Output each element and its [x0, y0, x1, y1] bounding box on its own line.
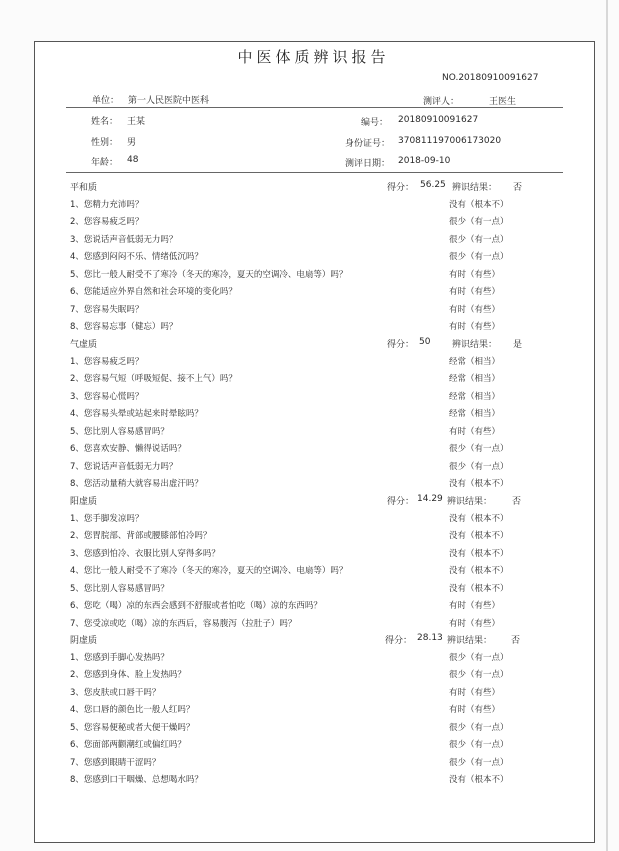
answer-item: 没有（根本不）: [449, 548, 509, 559]
question-item: 5、您比别人容易感冒吗？: [70, 426, 169, 437]
result-value: 是: [513, 340, 523, 350]
answer-item: 很少（有一点）: [449, 740, 509, 750]
unit-value: 第一人民医院中医科: [128, 96, 210, 106]
answer-item: 有时（有些）: [449, 322, 501, 332]
id-label: 编号：: [361, 118, 389, 128]
info-rule: [66, 172, 563, 173]
question-item: 2、您容易疲乏吗？: [70, 217, 144, 227]
answer-item: 经常（相当）: [449, 374, 501, 384]
answer-item: 没有（根本不）: [449, 199, 509, 210]
question-item: 5、您比一般人耐受不了寒冷（冬天的寒冷，夏天的空调冷、电扇等）吗？: [70, 269, 348, 280]
answer-item: 没有（根本不）: [449, 583, 509, 594]
question-item: 2、您胃脘部、背部或腰膝部怕冷吗？: [70, 531, 212, 541]
unit-label: 单位：: [92, 96, 120, 106]
report-title: 中医体质辨识报告: [237, 48, 390, 66]
result-value: 否: [513, 183, 523, 193]
question-item: 3、您皮肤或口唇干吗？: [70, 687, 161, 698]
question-item: 8、您容易忘事（健忘）吗？: [70, 322, 178, 332]
question-item: 2、您感到身体、脸上发热吗？: [70, 670, 186, 680]
answer-item: 有时（有些）: [449, 601, 501, 611]
answer-item: 有时（有些）: [449, 687, 501, 698]
score-label: 得分：: [387, 183, 415, 193]
question-item: 5、您容易便秘或者大便干燥吗？: [70, 722, 195, 733]
score-value: 14.29: [417, 494, 443, 504]
question-item: 7、您容易失眠吗？: [70, 304, 144, 315]
name-label: 姓名：: [91, 117, 119, 127]
evaluator-value: 王医生: [489, 97, 517, 107]
result-label: 辨识结果：: [447, 636, 493, 646]
score-value: 28.13: [417, 633, 443, 643]
score-label: 得分：: [385, 636, 413, 646]
score-value: 50: [419, 337, 431, 347]
idcard-value: 370811197006173020: [398, 136, 502, 146]
question-item: 6、您能适应外界自然和社会环境的变化吗？: [70, 287, 237, 297]
answer-item: 很少（有一点）: [449, 234, 509, 245]
answer-item: 很少（有一点）: [449, 461, 509, 472]
answer-item: 经常（相当）: [449, 409, 501, 419]
answer-item: 有时（有些）: [449, 287, 501, 297]
header-rule: [66, 107, 563, 108]
result-label: 辨识结果：: [452, 340, 498, 350]
answer-item: 很少（有一点）: [449, 217, 509, 227]
question-item: 6、您喜欢安静、懒得说话吗？: [70, 444, 186, 454]
question-item: 3、您说话声音低弱无力吗？: [70, 234, 178, 245]
name-value: 王某: [127, 117, 146, 127]
question-item: 5、您比别人容易感冒吗？: [70, 583, 169, 594]
question-item: 7、您说话声音低弱无力吗？: [70, 461, 178, 472]
answer-item: 没有（根本不）: [449, 479, 509, 489]
question-item: 4、您口唇的颜色比一般人红吗？: [70, 705, 195, 715]
question-item: 1、您感到手脚心发热吗？: [70, 652, 169, 663]
answer-item: 很少（有一点）: [449, 444, 509, 454]
report-number: NO.20180910091627: [442, 73, 539, 83]
score-label: 得分：: [387, 340, 415, 350]
result-label: 辨识结果：: [447, 497, 493, 507]
question-item: 8、您感到口干咽燥、总想喝水吗？: [70, 775, 203, 785]
answer-item: 有时（有些）: [449, 269, 501, 280]
question-item: 4、您容易头晕或站起来时晕眩吗？: [70, 409, 203, 419]
answer-item: 很少（有一点）: [449, 670, 509, 680]
answer-item: 没有（根本不）: [449, 566, 509, 576]
question-item: 1、您手脚发凉吗？: [70, 513, 144, 524]
age-label: 年龄：: [91, 158, 119, 168]
id-value: 20180910091627: [398, 115, 479, 125]
date-label: 测评日期：: [345, 159, 391, 169]
score-value: 56.25: [420, 180, 446, 190]
result-value: 否: [512, 497, 522, 507]
scan-edge: [606, 0, 608, 851]
evaluator-label: 测评人：: [423, 97, 460, 107]
section-name: 气虚质: [70, 340, 98, 350]
answer-item: 经常（相当）: [449, 356, 501, 367]
question-item: 6、您面部两颧潮红或偏红吗？: [70, 740, 186, 750]
question-item: 4、您比一般人耐受不了寒冷（冬天的寒冷，夏天的空调冷、电扇等）吗？: [70, 566, 348, 576]
section-name: 阴虚质: [70, 636, 98, 646]
answer-item: 有时（有些）: [449, 426, 501, 437]
idcard-label: 身份证号：: [345, 139, 391, 149]
question-item: 1、您精力充沛吗？: [70, 199, 144, 210]
answer-item: 有时（有些）: [449, 618, 501, 629]
result-label: 辨识结果：: [452, 183, 498, 193]
question-item: 3、您感到怕冷、衣服比别人穿得多吗？: [70, 548, 220, 559]
answer-item: 没有（根本不）: [449, 531, 509, 541]
question-item: 4、您感到闷闷不乐、情绪低沉吗？: [70, 252, 203, 262]
answer-item: 很少（有一点）: [449, 722, 509, 733]
question-item: 1、您容易疲乏吗？: [70, 356, 144, 367]
question-item: 6、您吃（喝）凉的东西会感到不舒服或者怕吃（喝）凉的东西吗？: [70, 601, 322, 611]
answer-item: 很少（有一点）: [449, 757, 509, 768]
answer-item: 没有（根本不）: [449, 775, 509, 785]
gender-value: 男: [127, 138, 137, 148]
date-value: 2018-09-10: [398, 156, 451, 166]
result-value: 否: [511, 636, 521, 646]
question-item: 2、您容易气短（呼吸短促、接不上气）吗？: [70, 374, 237, 384]
score-label: 得分：: [387, 497, 415, 507]
section-name: 平和质: [70, 183, 98, 193]
answer-item: 经常（相当）: [449, 391, 501, 402]
question-item: 3、您容易心慌吗？: [70, 391, 144, 402]
gender-label: 性别：: [91, 138, 119, 148]
answer-item: 有时（有些）: [449, 705, 501, 715]
answer-item: 很少（有一点）: [449, 252, 509, 262]
section-name: 阳虚质: [70, 497, 98, 507]
answer-item: 没有（根本不）: [449, 513, 509, 524]
age-value: 48: [127, 155, 139, 165]
question-item: 7、您受凉或吃（喝）凉的东西后，容易腹泻（拉肚子）吗？: [70, 618, 297, 629]
answer-item: 有时（有些）: [449, 304, 501, 315]
question-item: 7、您感到眼睛干涩吗？: [70, 757, 161, 768]
question-item: 8、您活动量稍大就容易出虚汗吗？: [70, 479, 203, 489]
answer-item: 很少（有一点）: [449, 652, 509, 663]
